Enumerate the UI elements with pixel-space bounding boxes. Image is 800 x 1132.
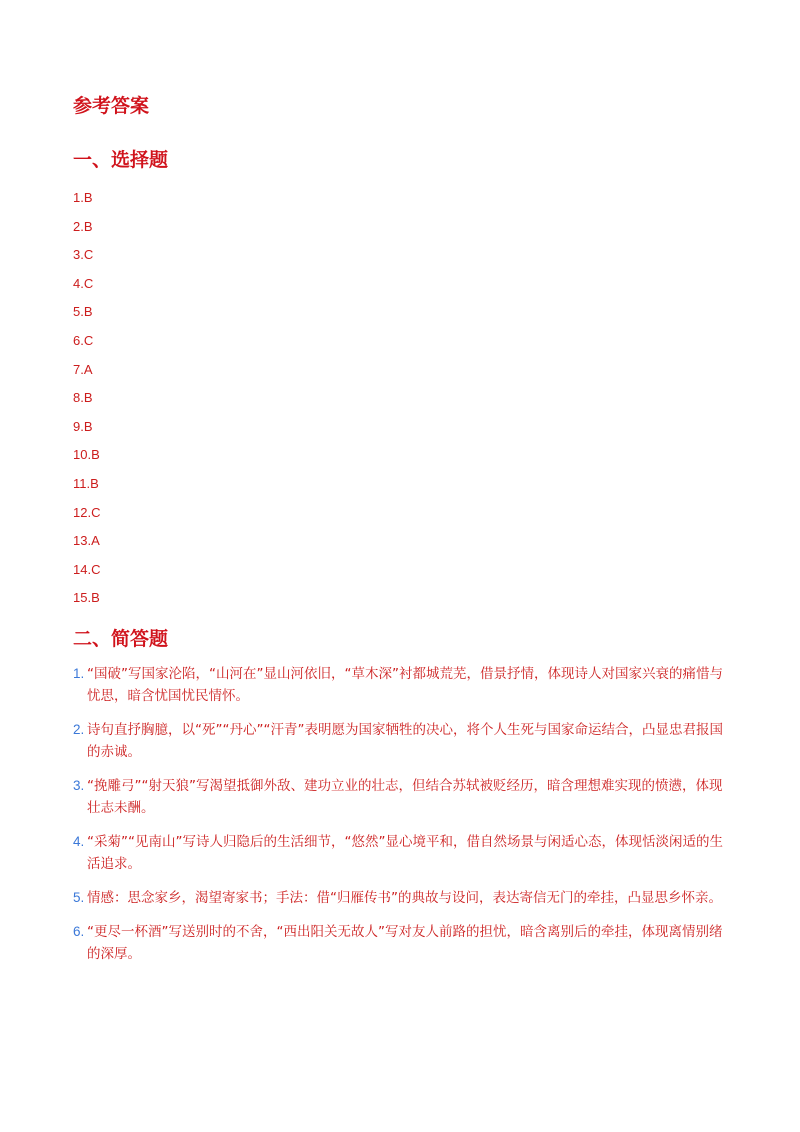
multiple-choice-answer-list: [73, 186, 100, 615]
item-number: 6.: [73, 924, 85, 939]
mc-answer: 12.C: [73, 504, 101, 520]
mc-answer: 4.C: [73, 275, 94, 291]
mc-answer: 2.B: [73, 218, 93, 234]
mc-answer: 1.B: [73, 190, 93, 205]
short-answer-item: [73, 663, 733, 707]
mc-answer: 8.B: [73, 390, 93, 406]
short-answer-item: [73, 719, 733, 763]
item-text: 情感：思念家乡，渴望寄家书；手法：借“归雁传书”的典故与设问，表达寄信无门的牵挂，凸显思乡怀亲。: [87, 890, 722, 906]
multiple-choice-heading: 一、选择题: [73, 149, 169, 171]
mc-answer: 15.B: [73, 590, 100, 606]
item-text: “挽雕弓”“射天狼”写渴望抵御外敌、建功立业的壮志，但结合苏轼被贬经历，暗含理想难实现的愤懑，体现壮志未酬。: [87, 778, 723, 816]
short-answer-item: [73, 831, 733, 875]
mc-answer: 7.A: [73, 361, 93, 377]
mc-answer: 14.C: [73, 561, 101, 577]
item-number: 1.: [73, 666, 85, 681]
item-text: “采菊”“见南山”写诗人归隐后的生活细节，“悠然”显心境平和，借自然场景与闲适心态，体现恬淡闲适的生活追求。: [87, 834, 723, 872]
mc-answer: 3.C: [73, 247, 94, 263]
item-number: 4.: [73, 834, 85, 849]
mc-answer: 10.B: [73, 447, 100, 463]
short-answer-item: [73, 887, 733, 909]
mc-answer: 6.C: [73, 332, 94, 348]
item-text: “国破”写国家沦陷，“山河在”显山河依旧，“草木深”衬都城荒芜，借景抒情，体现诗人对国家兴衰的痛惜与忧思，暗含忧国忧民情怀。: [87, 666, 723, 704]
item-number: 2.: [73, 722, 85, 737]
mc-answer: 13.A: [73, 533, 100, 549]
short-answer-list: [73, 663, 733, 977]
item-text: 诗句直抒胸臆，以“死”“丹心”“汗青”表明愿为国家牺牲的决心，将个人生死与国家命运结合，凸显忠君报国的赤诚。: [87, 722, 723, 760]
short-answer-item: [73, 921, 733, 965]
item-text: “更尽一杯酒”写送别时的不舍，“西出阳关无故人”写对友人前路的担忧，暗含离别后的牵挂，体现离情别绪的深厚。: [87, 924, 723, 962]
mc-answer: 11.B: [73, 475, 99, 491]
mc-answer: 9.B: [73, 418, 93, 434]
short-answer-heading: 二、简答题: [73, 628, 169, 650]
item-number: 5.: [73, 890, 85, 905]
short-answer-item: [73, 775, 733, 819]
document-title: 参考答案: [73, 95, 150, 117]
mc-answer: 5.B: [73, 304, 93, 320]
item-number: 3.: [73, 778, 85, 793]
